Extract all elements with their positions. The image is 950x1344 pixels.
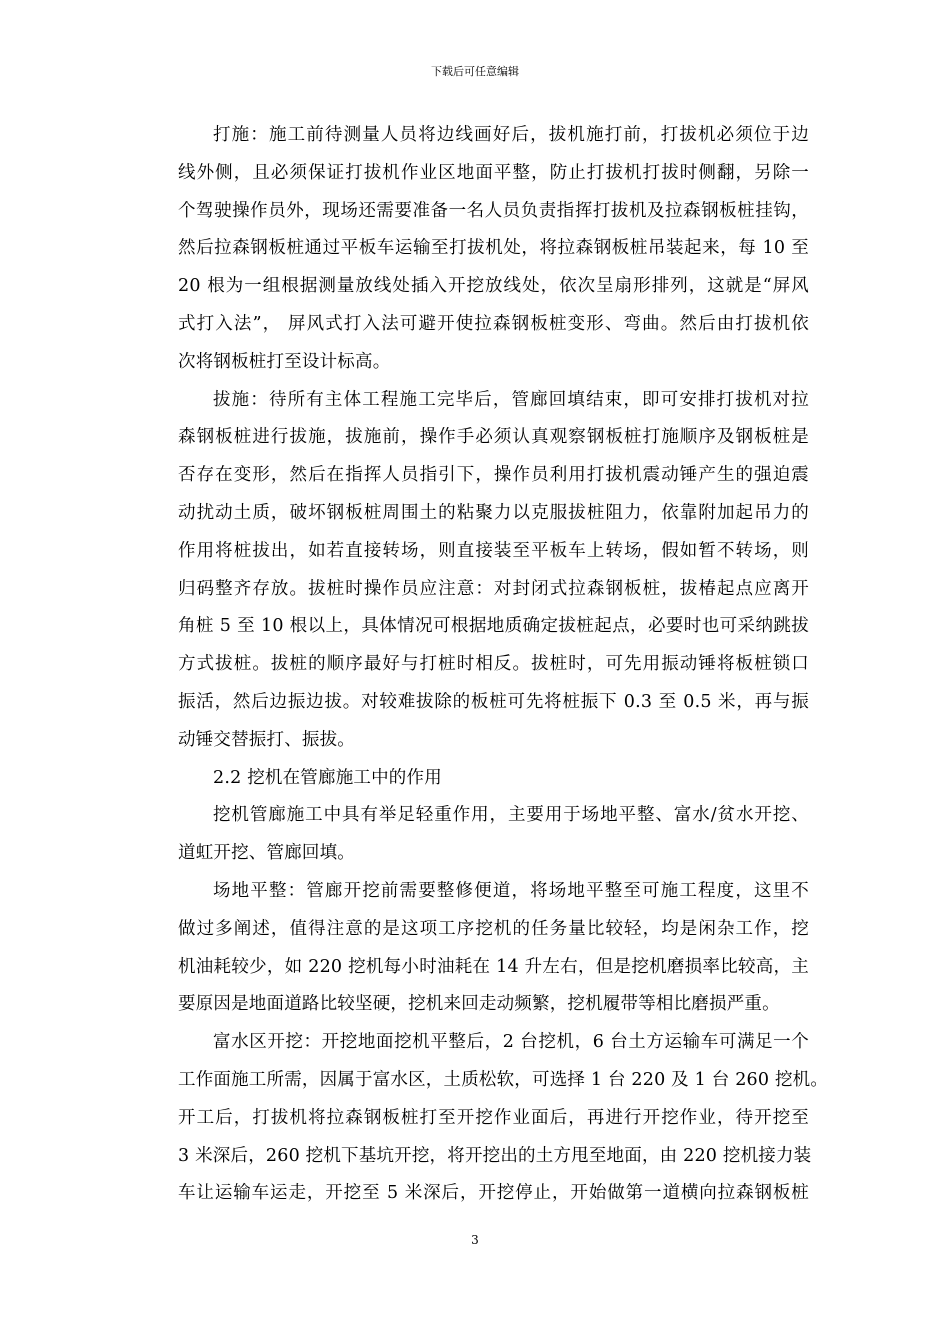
text-line: 式打入法”， 屏风式打入法可避开使拉森钢板桩变形、弯曲。然后由打拔机依 [178,313,809,334]
text-line: 道虹开挖、管廊回填。 [178,843,355,864]
section-heading [143,760,809,798]
text-line: 打施：施工前待测量人员将边线画好后，拔机施打前，打拔机必须位于边 [213,125,809,145]
text-line: 机油耗较少，如 220 挖机每小时油耗在 14 升左右，但是挖机磨损率比较高，主 [178,956,809,977]
text-line: 次将钢板桩打至设计标高。 [178,351,391,372]
paragraph-piling [143,117,809,382]
paragraph-excavator-overview [143,797,809,873]
text-line: 车让运输车运走，开挖至 5 米深后，开挖停止，开始做第一道横向拉森钢板桩 [178,1183,809,1204]
text-line: 动锤交替振打、振拔。 [178,729,355,750]
text-line: 动扰动土质，破坏钢板桩周围土的粘聚力以克服拔桩阻力，依靠附加起吊力的 [178,502,809,523]
text-line: 森钢板桩进行拔施，拔施前，操作手必须认真观察钢板桩打施顺序及钢板桩是 [178,427,809,448]
paragraph-site-leveling [143,873,809,1024]
text-line: 开工后，打拔机将拉森钢板桩打至开挖作业面后，再进行开挖作业，待开挖至 [178,1107,809,1128]
text-line: 富水区开挖：开挖地面挖机平整后，2 台挖机，6 台土方运输车可满足一个 [213,1032,809,1053]
text-line: 要原因是地面道路比较坚硬，挖机来回走动频繁，挖机履带等相比磨损严重。 [178,994,780,1015]
text-line: 工作面施工所需，因属于富水区，土质松软，可选择 1 台 220 及 1 台 260 挖机。 [178,1069,829,1090]
text-line: 方式拔桩。拔桩的顺序最好与打桩时相反。拔桩时，可先用振动锤将板桩锁口 [178,654,809,675]
text-line: 振活，然后边振边拔。对较难拔除的板桩可先将桩振下 0.3 至 0.5 米，再与振 [178,691,809,712]
document-body [143,117,829,1213]
text-line: 3 米深后，260 挖机下基坑开挖，将开挖出的土方甩至地面，由 220 挖机接力装 [178,1145,812,1166]
text-line: 拔施：待所有主体工程施工完毕后，管廊回填结束，即可安排打拔机对拉 [213,389,809,410]
text-line: 线外侧，且必须保证打拔机作业区地面平整，防止打拔机打拔时侧翻，另除一 [178,162,809,183]
text-line: 角桩 5 至 10 根以上，具体情况可根据地质确定拔桩起点，必要时也可采纳跳拔 [178,616,809,637]
text-line: 20 根为一组根据测量放线处插入开挖放线处，依次呈扇形排列，这就是“屏风 [178,276,809,297]
paragraph-pulling [143,382,809,760]
text-line: 归码整齐存放。拔桩时操作员应注意：对封闭式拉森钢板桩，拔椿起点应离开 [178,578,809,599]
text-line: 个驾驶操作员外，现场还需要准备一名人员负责指挥打拔机及拉森钢板桩挂钩， [178,200,809,221]
text-line: 挖机管廊施工中具有举足轻重作用，主要用于场地平整、富水/贫水开挖、 [213,805,809,826]
text-line: 否存在变形，然后在指挥人员指引下，操作员利用打拔机震动锤产生的强迫震 [178,465,809,486]
text-line: 场地平整：管廊开挖前需要整修便道，将场地平整至可施工程度，这里不 [213,880,809,901]
text-line: 做过多阐述，值得注意的是这项工序挖机的任务量比较轻，均是闲杂工作，挖 [178,918,809,939]
text-line: 作用将桩拔出，如若直接转场，则直接装至平板车上转场，假如暂不转场，则 [178,540,809,561]
text-line: 然后拉森钢板桩通过平板车运输至打拔机处，将拉森钢板桩吊装起来，每 10 至 [178,238,809,259]
page-header: 下载后可任意编辑 [431,65,519,78]
page-number: 3 [471,1233,479,1247]
paragraph-water-rich-excavation [143,1024,829,1213]
section-heading-text: 2.2 挖机在管廊施工中的作用 [213,767,442,788]
